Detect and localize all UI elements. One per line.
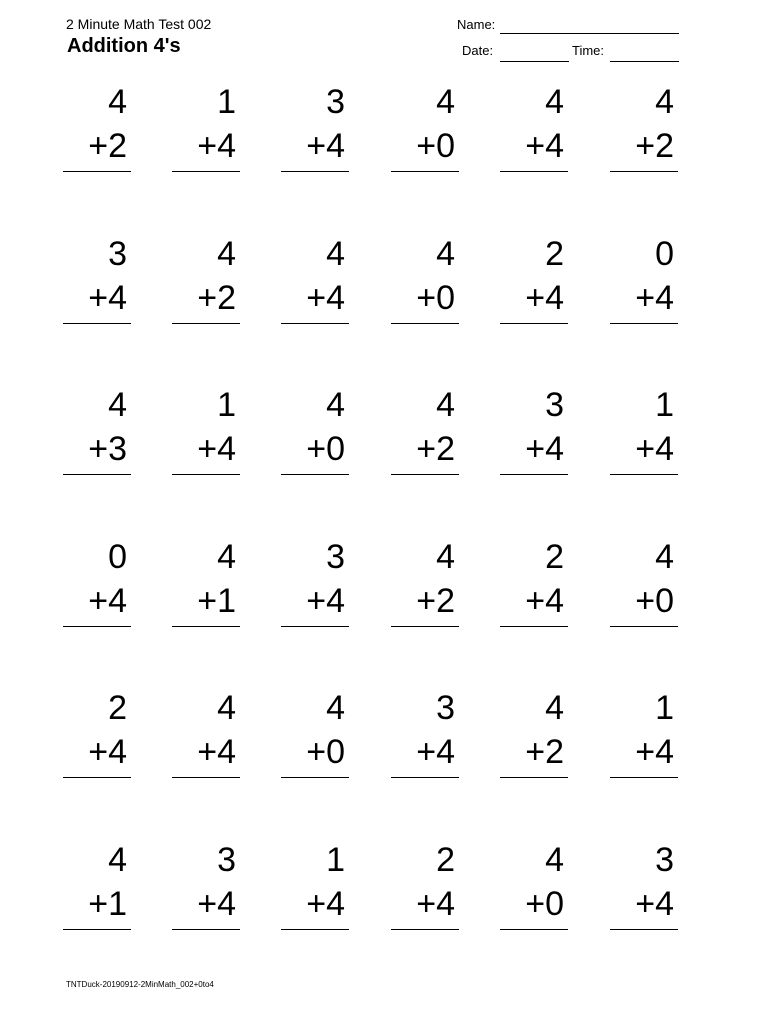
answer-line	[391, 626, 459, 627]
answer-line	[500, 929, 568, 930]
problem-2-1	[63, 234, 131, 329]
answer-line	[610, 777, 678, 778]
problem-addend: +4	[88, 279, 127, 317]
problem-6-6	[610, 840, 678, 935]
answer-line	[610, 474, 678, 475]
problem-1-6	[610, 82, 678, 177]
problem-top-number: 0	[655, 235, 674, 273]
problem-addend: +0	[306, 733, 345, 771]
problem-addend: +4	[306, 582, 345, 620]
date-label: Date:	[462, 43, 494, 58]
name-field-line	[500, 33, 679, 34]
problem-addend: +4	[197, 885, 236, 923]
problem-addend: +2	[88, 127, 127, 165]
problem-addend: +1	[197, 582, 236, 620]
problem-4-4	[391, 537, 459, 632]
answer-line	[500, 626, 568, 627]
problem-5-1	[63, 688, 131, 783]
answer-line	[63, 171, 131, 172]
answer-line	[391, 171, 459, 172]
problem-addend: +4	[88, 582, 127, 620]
problem-top-number: 4	[108, 841, 127, 879]
problem-addend: +2	[416, 582, 455, 620]
problem-6-1	[63, 840, 131, 935]
problem-addend: +4	[306, 885, 345, 923]
problem-addend: +3	[88, 430, 127, 468]
problem-addend: +4	[197, 430, 236, 468]
problem-top-number: 0	[108, 538, 127, 576]
answer-line	[281, 626, 349, 627]
problem-top-number: 4	[436, 538, 455, 576]
problem-addend: +2	[197, 279, 236, 317]
answer-line	[500, 474, 568, 475]
problem-4-5	[500, 537, 568, 632]
problem-top-number: 4	[545, 689, 564, 727]
answer-line	[63, 474, 131, 475]
answer-line	[172, 474, 240, 475]
problem-4-1	[63, 537, 131, 632]
date-field-line	[500, 61, 569, 62]
problem-top-number: 3	[217, 841, 236, 879]
footer-code: TNTDuck-20190912-2MinMath_002+0to4	[66, 980, 214, 989]
problem-addend: +4	[197, 127, 236, 165]
answer-line	[281, 777, 349, 778]
answer-line	[281, 929, 349, 930]
time-label: Time:	[572, 43, 605, 58]
problem-4-2	[172, 537, 240, 632]
problem-top-number: 1	[217, 83, 236, 121]
problem-addend: +4	[525, 279, 564, 317]
problem-addend: +4	[306, 127, 345, 165]
problem-top-number: 4	[217, 538, 236, 576]
problem-6-5	[500, 840, 568, 935]
problem-top-number: 3	[655, 841, 674, 879]
problem-addend: +2	[416, 430, 455, 468]
problem-2-3	[281, 234, 349, 329]
problem-top-number: 3	[436, 689, 455, 727]
problem-3-2	[172, 385, 240, 480]
answer-line	[500, 171, 568, 172]
worksheet-title: Addition 4's	[67, 35, 181, 57]
answer-line	[391, 929, 459, 930]
problem-6-2	[172, 840, 240, 935]
answer-line	[391, 474, 459, 475]
problem-1-5	[500, 82, 568, 177]
answer-line	[610, 171, 678, 172]
problem-addend: +4	[197, 733, 236, 771]
problem-addend: +1	[88, 885, 127, 923]
problem-top-number: 4	[108, 386, 127, 424]
problem-top-number: 4	[326, 689, 345, 727]
problem-4-3	[281, 537, 349, 632]
problem-addend: +4	[635, 430, 674, 468]
problem-addend: +0	[635, 582, 674, 620]
name-label: Name:	[457, 17, 496, 32]
problem-addend: +0	[525, 885, 564, 923]
problem-1-2	[172, 82, 240, 177]
problem-top-number: 4	[655, 83, 674, 121]
problem-top-number: 2	[436, 841, 455, 879]
problem-6-4	[391, 840, 459, 935]
problem-addend: +0	[416, 279, 455, 317]
problem-top-number: 1	[655, 386, 674, 424]
problem-addend: +2	[635, 127, 674, 165]
answer-line	[610, 929, 678, 930]
problem-addend: +4	[525, 582, 564, 620]
problem-2-4	[391, 234, 459, 329]
problem-2-2	[172, 234, 240, 329]
worksheet-subtitle: 2 Minute Math Test 002	[66, 16, 212, 32]
problem-top-number: 4	[436, 83, 455, 121]
problem-addend: +0	[306, 430, 345, 468]
problem-addend: +4	[635, 885, 674, 923]
problem-addend: +4	[88, 733, 127, 771]
problem-5-3	[281, 688, 349, 783]
problem-top-number: 4	[545, 83, 564, 121]
answer-line	[391, 777, 459, 778]
problem-top-number: 4	[326, 386, 345, 424]
problem-addend: +4	[306, 279, 345, 317]
problem-top-number: 3	[545, 386, 564, 424]
problem-addend: +2	[525, 733, 564, 771]
problem-top-number: 3	[326, 83, 345, 121]
problem-1-3	[281, 82, 349, 177]
problem-6-3	[281, 840, 349, 935]
problem-5-6	[610, 688, 678, 783]
problem-3-6	[610, 385, 678, 480]
answer-line	[281, 171, 349, 172]
problem-3-5	[500, 385, 568, 480]
problem-top-number: 2	[545, 538, 564, 576]
answer-line	[281, 323, 349, 324]
problem-top-number: 1	[326, 841, 345, 879]
problem-4-6	[610, 537, 678, 632]
problem-top-number: 4	[326, 235, 345, 273]
problem-3-4	[391, 385, 459, 480]
answer-line	[172, 626, 240, 627]
problem-top-number: 4	[436, 235, 455, 273]
problem-top-number: 2	[108, 689, 127, 727]
problem-top-number: 4	[436, 386, 455, 424]
problem-1-4	[391, 82, 459, 177]
problem-5-2	[172, 688, 240, 783]
answer-line	[172, 171, 240, 172]
answer-line	[172, 323, 240, 324]
answer-line	[63, 777, 131, 778]
problem-1-1	[63, 82, 131, 177]
answer-line	[63, 929, 131, 930]
answer-line	[610, 323, 678, 324]
problem-addend: +4	[525, 430, 564, 468]
problem-top-number: 2	[545, 235, 564, 273]
answer-line	[500, 777, 568, 778]
problem-2-5	[500, 234, 568, 329]
problem-top-number: 4	[217, 235, 236, 273]
problem-top-number: 4	[217, 689, 236, 727]
answer-line	[63, 323, 131, 324]
problem-addend: +4	[416, 733, 455, 771]
answer-line	[172, 929, 240, 930]
problem-top-number: 4	[545, 841, 564, 879]
problem-3-1	[63, 385, 131, 480]
problem-top-number: 4	[108, 83, 127, 121]
problem-top-number: 1	[217, 386, 236, 424]
answer-line	[500, 323, 568, 324]
problem-addend: +0	[416, 127, 455, 165]
answer-line	[172, 777, 240, 778]
answer-line	[281, 474, 349, 475]
problem-addend: +4	[635, 733, 674, 771]
problem-top-number: 3	[108, 235, 127, 273]
problem-3-3	[281, 385, 349, 480]
time-field-line	[610, 61, 679, 62]
problem-addend: +4	[416, 885, 455, 923]
problem-5-4	[391, 688, 459, 783]
problem-top-number: 1	[655, 689, 674, 727]
problem-top-number: 3	[326, 538, 345, 576]
answer-line	[610, 626, 678, 627]
answer-line	[63, 626, 131, 627]
problem-top-number: 4	[655, 538, 674, 576]
problem-5-5	[500, 688, 568, 783]
answer-line	[391, 323, 459, 324]
problem-addend: +4	[635, 279, 674, 317]
problem-2-6	[610, 234, 678, 329]
problem-addend: +4	[525, 127, 564, 165]
